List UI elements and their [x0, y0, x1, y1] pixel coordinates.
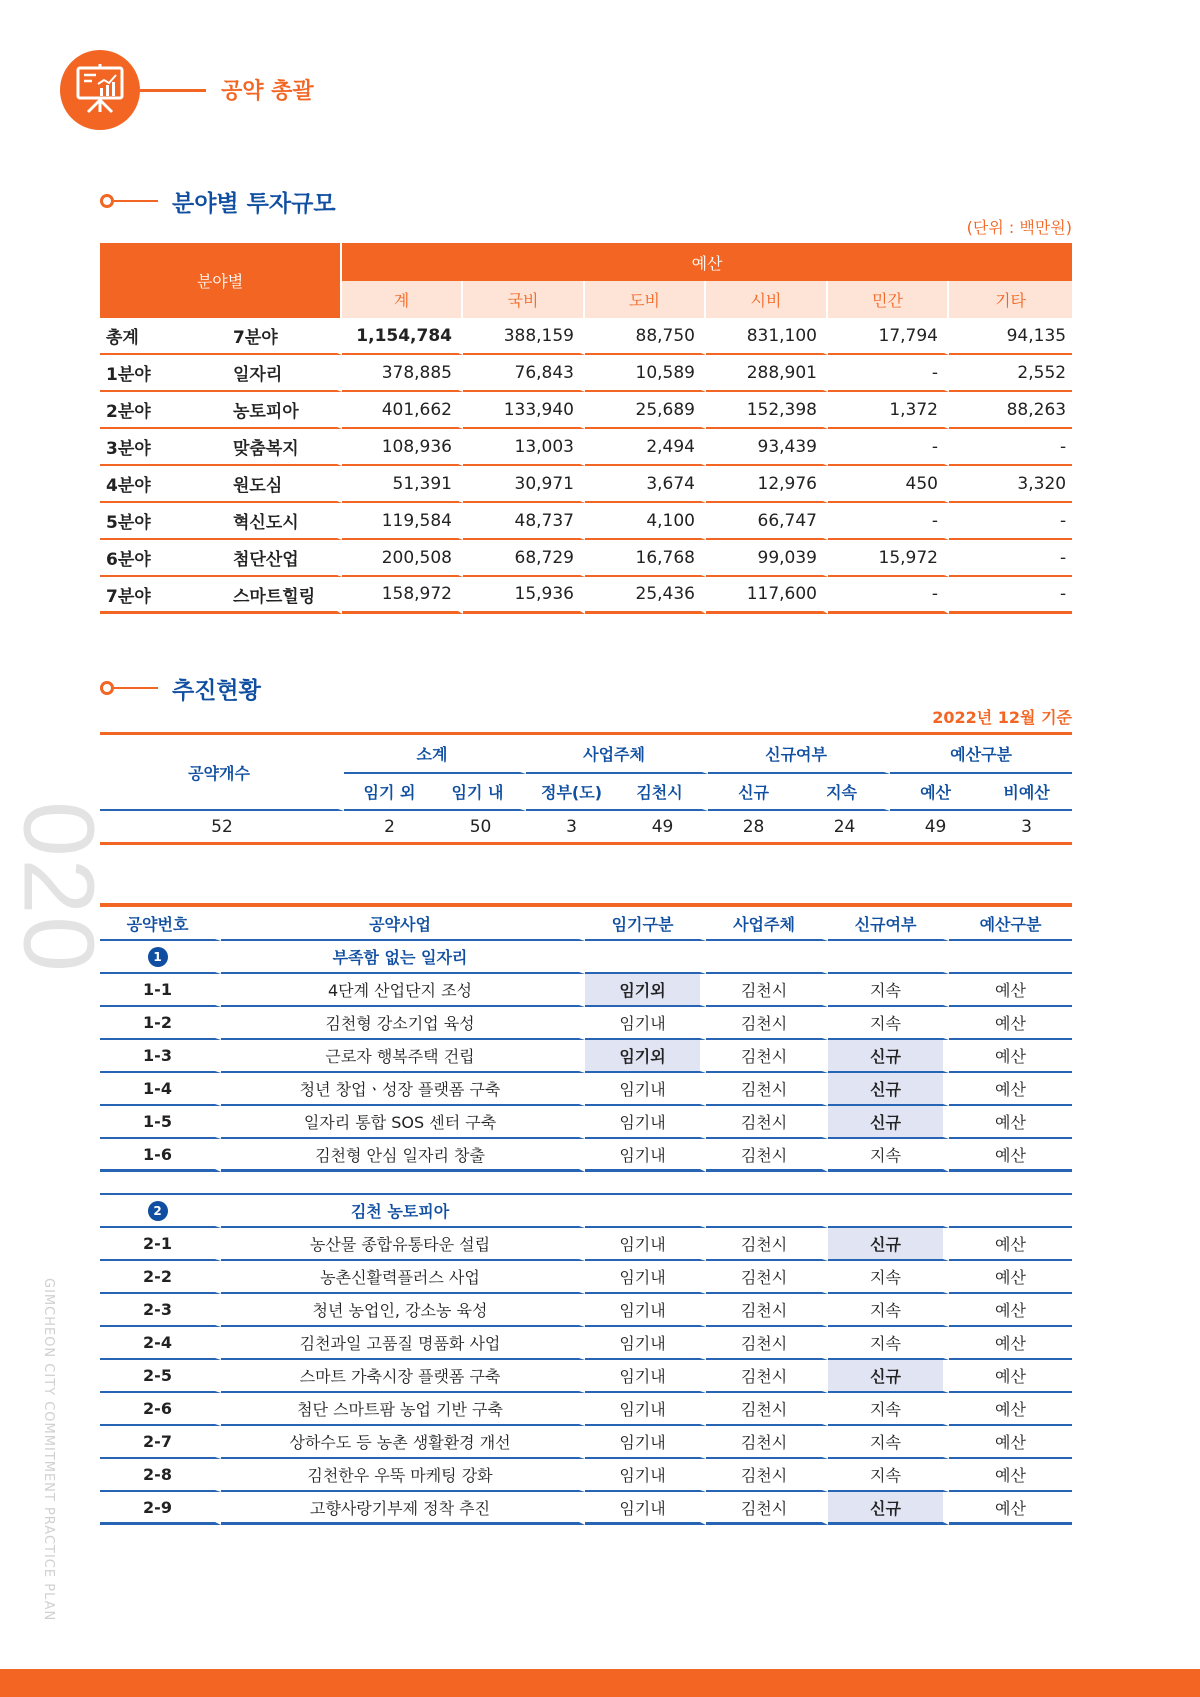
subheader-cell: 시비 [706, 281, 828, 318]
table-cell: 388,159 [463, 318, 585, 355]
list-cell: 김천시 [706, 1007, 828, 1040]
header-cell: 임기구분 [585, 907, 706, 941]
table-cell: 10,589 [585, 355, 706, 392]
pledge-table-2 [100, 1193, 1072, 1525]
blank-cell [585, 941, 706, 974]
list-cell: 임기외 [585, 1040, 706, 1073]
pledge-table-1 [100, 903, 1072, 1172]
list-cell: 2-6 [100, 1393, 221, 1426]
list-cell: 예산 [949, 1261, 1072, 1294]
list-cell: 김천시 [706, 1040, 828, 1073]
header-title: 공약 총괄 [221, 79, 314, 104]
list-item [100, 1294, 1072, 1327]
table-cell: 15,936 [463, 577, 585, 614]
value-cell: 49 [890, 811, 981, 845]
table-row [100, 540, 1072, 577]
list-cell: 임기내 [585, 1492, 706, 1525]
table-cell: 401,662 [342, 392, 463, 429]
table-cell: 108,936 [342, 429, 463, 466]
header-count: 공약개수 [100, 735, 344, 811]
list-cell: 예산 [949, 1360, 1072, 1393]
list-cell: 고향사랑기부제 정착 추진 [221, 1492, 585, 1525]
table-cell: - [949, 540, 1072, 577]
table-row [100, 392, 1072, 429]
table-cell: 16,768 [585, 540, 706, 577]
list-cell: 신규 [828, 1073, 949, 1106]
list-cell: 2-7 [100, 1426, 221, 1459]
list-cell: 1-6 [100, 1139, 221, 1172]
list-cell: 임기내 [585, 1228, 706, 1261]
header-cell: 예산구분 [949, 907, 1072, 941]
list-cell: 농산물 종합유통타운 설립 [221, 1228, 585, 1261]
table-cell: 혁신도시 [221, 503, 342, 540]
list-cell: 임기내 [585, 1393, 706, 1426]
list-cell: 1-3 [100, 1040, 221, 1073]
circle-bullet-icon [100, 681, 114, 695]
list-cell: 지속 [828, 1294, 949, 1327]
header-row [100, 907, 1072, 941]
list-item [100, 1040, 1072, 1073]
category-name: 부족함 없는 일자리 [221, 941, 585, 974]
table-cell: 831,100 [706, 318, 828, 355]
blank-cell [828, 941, 949, 974]
list-cell: 스마트 가축시장 플랫폼 구축 [221, 1360, 585, 1393]
list-cell: 김천과일 고품질 명품화 사업 [221, 1327, 585, 1360]
table-cell: 68,729 [463, 540, 585, 577]
table-cell: 맞춤복지 [221, 429, 342, 466]
value-cell: 28 [708, 811, 799, 845]
number-badge-icon: 2 [148, 1201, 168, 1221]
list-cell: 예산 [949, 1139, 1072, 1172]
table-cell: 원도심 [221, 466, 342, 503]
value-cell: 2 [344, 811, 435, 845]
table-cell: 일자리 [221, 355, 342, 392]
circle-bullet-icon [100, 194, 114, 208]
list-cell: 김천시 [706, 1106, 828, 1139]
group-subtotal: 소계 [344, 735, 526, 774]
table-cell: 450 [828, 466, 949, 503]
total-row [100, 318, 1072, 355]
header-cell: 공약번호 [100, 907, 221, 941]
list-cell: 임기내 [585, 1261, 706, 1294]
header-budget: 예산 [342, 243, 1072, 281]
list-cell: 지속 [828, 1327, 949, 1360]
number-badge-icon: 1 [148, 947, 168, 967]
list-cell: 1-2 [100, 1007, 221, 1040]
list-item [100, 1139, 1072, 1172]
value-cell: 52 [100, 811, 344, 845]
subheader-cell: 임기 내 [435, 774, 526, 811]
table-cell: 88,263 [949, 392, 1072, 429]
table-cell: 1분야 [100, 355, 221, 392]
table-cell: 3분야 [100, 429, 221, 466]
table-cell: 13,003 [463, 429, 585, 466]
list-cell: 농촌신활력플러스 사업 [221, 1261, 585, 1294]
list-cell: 예산 [949, 1327, 1072, 1360]
list-cell: 지속 [828, 1459, 949, 1492]
table-cell: - [949, 429, 1072, 466]
table-cell: 7분야 [221, 318, 342, 355]
table-cell: 51,391 [342, 466, 463, 503]
header-line [140, 89, 206, 92]
table-cell: 1,372 [828, 392, 949, 429]
list-cell: 일자리 통합 SOS 센터 구축 [221, 1106, 585, 1139]
list-cell: 지속 [828, 1139, 949, 1172]
list-cell: 예산 [949, 1228, 1072, 1261]
list-cell: 청년 창업ㆍ성장 플랫폼 구축 [221, 1073, 585, 1106]
category-badge-cell [100, 941, 221, 974]
list-cell: 김천시 [706, 1261, 828, 1294]
list-item [100, 1492, 1072, 1525]
table-cell: 88,750 [585, 318, 706, 355]
table-cell: 6분야 [100, 540, 221, 577]
table-row [100, 466, 1072, 503]
table-cell: 30,971 [463, 466, 585, 503]
list-cell: 2-1 [100, 1228, 221, 1261]
table-cell: 378,885 [342, 355, 463, 392]
list-cell: 예산 [949, 1426, 1072, 1459]
table-cell: 3,674 [585, 466, 706, 503]
list-cell: 첨단 스마트팜 농업 기반 구축 [221, 1393, 585, 1426]
table-cell: - [828, 577, 949, 614]
list-cell: 임기내 [585, 1007, 706, 1040]
list-item [100, 1327, 1072, 1360]
list-cell: 김천형 강소기업 육성 [221, 1007, 585, 1040]
table-cell: 152,398 [706, 392, 828, 429]
list-item [100, 1228, 1072, 1261]
list-cell: 근로자 행복주택 건립 [221, 1040, 585, 1073]
list-cell: 2-4 [100, 1327, 221, 1360]
list-item [100, 1459, 1072, 1492]
table-cell: 1,154,784 [342, 318, 463, 355]
table-cell: 94,135 [949, 318, 1072, 355]
list-cell: 신규 [828, 1040, 949, 1073]
list-cell: 임기내 [585, 1139, 706, 1172]
blank-cell [706, 941, 828, 974]
list-cell: 상하수도 등 농촌 생활환경 개선 [221, 1426, 585, 1459]
table-cell: - [828, 503, 949, 540]
summary-table [100, 732, 1072, 845]
list-cell: 임기외 [585, 974, 706, 1007]
group-budget: 예산구분 [890, 735, 1072, 774]
list-cell: 김천시 [706, 974, 828, 1007]
list-cell: 지속 [828, 1007, 949, 1040]
header-icon-circle [60, 50, 140, 130]
list-cell: 청년 농업인, 강소농 육성 [221, 1294, 585, 1327]
table-cell: 첨단산업 [221, 540, 342, 577]
list-cell: 1-5 [100, 1106, 221, 1139]
table-row [100, 577, 1072, 614]
list-cell: 신규 [828, 1360, 949, 1393]
value-cell: 3 [981, 811, 1072, 845]
table-cell: 2분야 [100, 392, 221, 429]
blank-cell [828, 1195, 949, 1228]
list-cell: 임기내 [585, 1327, 706, 1360]
list-cell: 4단계 산업단지 조성 [221, 974, 585, 1007]
header-cell: 신규여부 [828, 907, 949, 941]
subheader-cell: 도비 [585, 281, 706, 318]
investment-table [100, 243, 1072, 614]
subheader-cell: 예산 [890, 774, 981, 811]
list-item [100, 1360, 1072, 1393]
list-cell: 임기내 [585, 1294, 706, 1327]
table-cell: 7분야 [100, 577, 221, 614]
list-cell: 2-5 [100, 1360, 221, 1393]
list-cell: 지속 [828, 1261, 949, 1294]
list-cell: 1-1 [100, 974, 221, 1007]
table-cell: 농토피아 [221, 392, 342, 429]
list-cell: 임기내 [585, 1073, 706, 1106]
category-row [100, 1195, 1072, 1228]
list-cell: 김천시 [706, 1393, 828, 1426]
list-cell: 김천시 [706, 1459, 828, 1492]
subheader-cell: 정부(도) [526, 774, 617, 811]
list-cell: 지속 [828, 1393, 949, 1426]
table-cell: 5분야 [100, 503, 221, 540]
table-cell: 133,940 [463, 392, 585, 429]
subheader-cell: 국비 [463, 281, 585, 318]
list-cell: 예산 [949, 1007, 1072, 1040]
category-name: 김천 농토피아 [221, 1195, 585, 1228]
table-cell: - [828, 429, 949, 466]
table-cell: 158,972 [342, 577, 463, 614]
table-cell: - [949, 503, 1072, 540]
category-badge-cell [100, 1195, 221, 1228]
subheader-cell: 김천시 [617, 774, 708, 811]
list-item [100, 1393, 1072, 1426]
list-cell: 김천시 [706, 1492, 828, 1525]
group-new: 신규여부 [708, 735, 890, 774]
list-item [100, 1426, 1072, 1459]
table-cell: 76,843 [463, 355, 585, 392]
table-cell: - [828, 355, 949, 392]
table-row [100, 503, 1072, 540]
table-cell: 288,901 [706, 355, 828, 392]
subheader-cell: 비예산 [981, 774, 1072, 811]
page-number: 020 [2, 801, 115, 974]
table-cell: 12,976 [706, 466, 828, 503]
list-cell: 예산 [949, 974, 1072, 1007]
table-cell: 15,972 [828, 540, 949, 577]
table-cell: 117,600 [706, 577, 828, 614]
list-item [100, 974, 1072, 1007]
list-cell: 김천한우 우뚝 마케팅 강화 [221, 1459, 585, 1492]
table-cell: 93,439 [706, 429, 828, 466]
list-cell: 신규 [828, 1492, 949, 1525]
subheader-cell: 계 [342, 281, 463, 318]
list-cell: 신규 [828, 1106, 949, 1139]
list-cell: 김천시 [706, 1327, 828, 1360]
blank-cell [949, 1195, 1072, 1228]
list-cell: 지속 [828, 974, 949, 1007]
list-item [100, 1261, 1072, 1294]
table-cell: 2,552 [949, 355, 1072, 392]
side-caption: GIMCHEON CITY COMMITMENT PRACTICE PLAN [41, 1278, 56, 1622]
value-cell: 3 [526, 811, 617, 845]
table-cell: 48,737 [463, 503, 585, 540]
table-cell: 66,747 [706, 503, 828, 540]
list-cell: 2-8 [100, 1459, 221, 1492]
list-cell: 2-3 [100, 1294, 221, 1327]
list-cell: 지속 [828, 1426, 949, 1459]
list-cell: 예산 [949, 1294, 1072, 1327]
blank-cell [585, 1195, 706, 1228]
blank-cell [949, 941, 1072, 974]
list-cell: 김천시 [706, 1073, 828, 1106]
list-cell: 예산 [949, 1040, 1072, 1073]
list-cell: 김천시 [706, 1139, 828, 1172]
subheader-cell: 임기 외 [344, 774, 435, 811]
list-cell: 임기내 [585, 1106, 706, 1139]
list-item [100, 1073, 1072, 1106]
list-item [100, 1007, 1072, 1040]
group-operator: 사업주체 [526, 735, 708, 774]
table-cell: 2,494 [585, 429, 706, 466]
table-cell: 4분야 [100, 466, 221, 503]
table-cell: 스마트힐링 [221, 577, 342, 614]
table-cell: 3,320 [949, 466, 1072, 503]
table-cell: 4,100 [585, 503, 706, 540]
table-cell: 17,794 [828, 318, 949, 355]
list-cell: 2-2 [100, 1261, 221, 1294]
table-row [100, 429, 1072, 466]
header-cell: 공약사업 [221, 907, 585, 941]
subheader-cell: 민간 [828, 281, 949, 318]
value-cell: 49 [617, 811, 708, 845]
list-cell: 김천시 [706, 1360, 828, 1393]
table-cell: 99,039 [706, 540, 828, 577]
subheader-cell: 기타 [949, 281, 1072, 318]
list-cell: 김천시 [706, 1228, 828, 1261]
list-cell: 신규 [828, 1228, 949, 1261]
blank-cell [706, 1195, 828, 1228]
table-row [100, 355, 1072, 392]
table-cell: 119,584 [342, 503, 463, 540]
list-cell: 임기내 [585, 1360, 706, 1393]
category-row [100, 941, 1072, 974]
list-cell: 예산 [949, 1492, 1072, 1525]
list-cell: 임기내 [585, 1426, 706, 1459]
value-cell: 24 [799, 811, 890, 845]
list-item [100, 1106, 1072, 1139]
unit-note: (단위 : 백만원) [966, 218, 1072, 237]
table-cell: 200,508 [342, 540, 463, 577]
presentation-board-icon [76, 64, 124, 114]
list-cell: 예산 [949, 1106, 1072, 1139]
list-cell: 예산 [949, 1393, 1072, 1426]
list-cell: 예산 [949, 1073, 1072, 1106]
value-cell: 50 [435, 811, 526, 845]
subheader-cell: 신규 [708, 774, 799, 811]
list-cell: 김천시 [706, 1426, 828, 1459]
subheader-cell: 지속 [799, 774, 890, 811]
table-cell: - [949, 577, 1072, 614]
table-cell: 25,689 [585, 392, 706, 429]
list-cell: 2-9 [100, 1492, 221, 1525]
list-cell: 김천시 [706, 1294, 828, 1327]
list-cell: 김천형 안심 일자리 창출 [221, 1139, 585, 1172]
table-cell: 25,436 [585, 577, 706, 614]
list-cell: 임기내 [585, 1459, 706, 1492]
footer-bar [0, 1669, 1200, 1697]
header-cell: 사업주체 [706, 907, 828, 941]
list-cell: 예산 [949, 1459, 1072, 1492]
list-cell: 1-4 [100, 1073, 221, 1106]
date-note: 2022년 12월 기준 [932, 708, 1072, 727]
table-cell: 총계 [100, 318, 221, 355]
header-field: 분야별 [100, 243, 342, 318]
